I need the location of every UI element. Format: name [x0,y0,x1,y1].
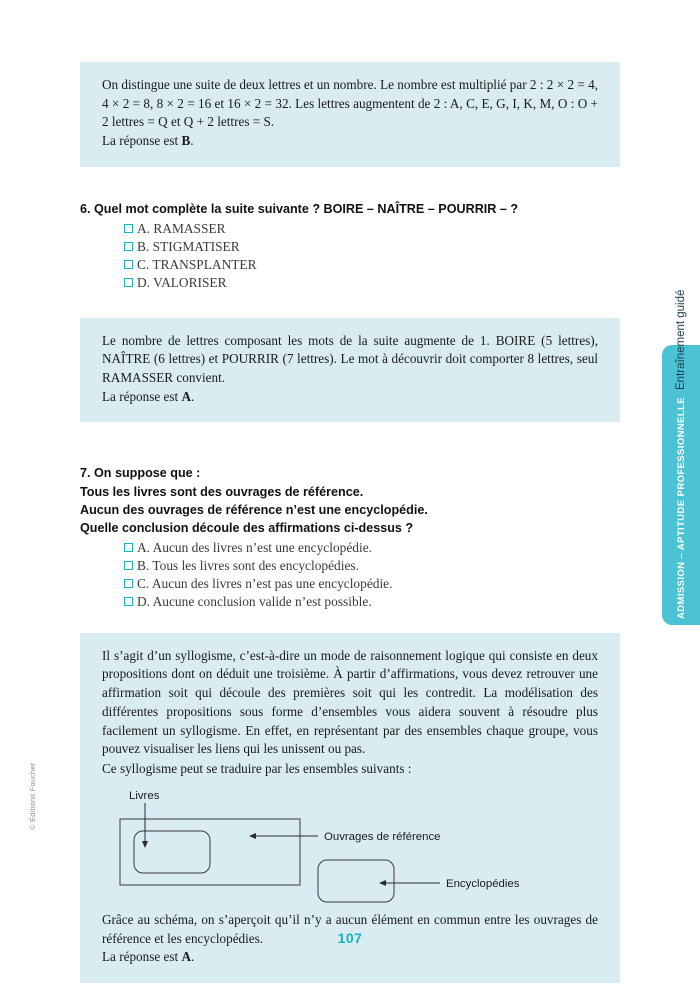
thumb-tab-inner [662,289,700,625]
option-label: D. Aucune conclusion valide n’est possible. [137,593,372,609]
answer-6-body: Le nombre de lettres composant les mots de la suite augmente de 1. BOIRE (5 lettres), NAÎTRE (6 lettres) et POURRIR (7 lettres). Le mot à découvrir doit comporter 8 lettres, seul RAMASSER convient. [102,332,598,385]
checkbox-icon[interactable] [124,260,133,269]
answer-7-conclusion-body: Grâce au schéma, on s’aperçoit qu’il n’y a aucun élément en commun entre les ouvrages de référence et les encyclopédies. [102,911,598,946]
answer-5-body: On distingue une suite de deux lettres et un nombre. Le nombre est multiplié par 2 : 2 × 2 = 4, 4 × 2 = 8, 8 × 2 = 16 et 16 × 2 = 32. Les lettres augmentent de 2 : A, C, E, G, I, K, M, O : O + 2 lettres = Q et Q + 2 lettres = S. [102,77,598,130]
option-label: A. RAMASSER [137,221,226,237]
checkbox-icon[interactable] [124,543,133,552]
question-7-block [80,464,620,610]
answer-5-prefix: La réponse est [102,133,182,149]
diagram-label-ouvrages: Ouvrages de référence [324,830,441,843]
answer-7-paragraph: Il s’agit d’un syllogisme, c’est-à-dire un mode de raisonnement logique qui consiste en deux propositions dont on déduit une troisième. À partir d’affirmations, vous devez retrouver une affirmation soit qui découle des premières soit qui les contredit. La modélisation des différentes propositions sous forme d’ensembles vous aidera souvent à résoudre plus facilement un syllogisme. En effet, en représentant par des ensembles chaque groupe, vous pouvez visualiser les liens qui les unissent ou pas. [102,647,598,757]
option-row[interactable] [124,539,620,557]
answer-6-letter: A [181,388,191,404]
section-thumb-tab [662,289,700,625]
question-7-title-line: Tous les livres sont des ouvrages de référence. [80,484,364,499]
page-number: 107 [337,930,363,946]
question-7-options [80,539,620,610]
option-row[interactable] [124,575,620,593]
option-row[interactable] [124,238,620,256]
answer-7-prefix: La réponse est [102,949,182,965]
checkbox-icon[interactable] [124,561,133,570]
option-label: D. VALORISER [137,274,227,290]
question-7-title-line: Aucun des ouvrages de référence n’est une encyclopédie. [80,502,428,517]
checkbox-icon[interactable] [124,579,133,588]
answer-box-question-5 [80,62,620,167]
option-row[interactable] [124,220,620,238]
checkbox-icon[interactable] [124,597,133,606]
question-7-title [80,464,620,537]
option-row[interactable] [124,274,620,292]
diagram-label-livres: Livres [129,789,160,802]
answer-7-diagram-intro: Ce syllogisme peut se traduire par les ensembles suivants : [102,761,412,777]
option-row[interactable] [124,256,620,274]
diagram-rect-encyclopedies [318,860,394,902]
option-label: C. Aucun des livres n’est pas une encyclopédie. [137,576,393,592]
answer-6-prefix: La réponse est [102,388,182,404]
copyright-notice: © Éditions Foucher [28,762,37,830]
option-row[interactable] [124,593,620,611]
set-diagram [102,783,598,907]
answer-6-period: . [191,388,195,404]
content-column [80,0,620,983]
answer-box-question-6 [80,318,620,423]
answer-6-conclusion [102,388,598,407]
thumb-tab-subtitle: Entraînement guidé [675,289,687,390]
question-7-title-line: 7. On suppose que : [80,466,201,481]
thumb-tab-category: ADMISSION – APTITUDE PROFESSIONNELLE [675,396,687,619]
option-label: B. Tous les livres sont des encyclopédies. [137,558,359,574]
checkbox-icon[interactable] [124,242,133,251]
answer-5-conclusion [102,132,598,151]
question-6-block [80,200,620,292]
answer-7-letter: A [181,949,191,965]
checkbox-icon[interactable] [124,278,133,287]
option-label: A. Aucun des livres n’est une encyclopédie. [137,540,373,556]
answer-5-letter: B [181,133,191,149]
question-7-title-line: Quelle conclusion découle des affirmations ci-dessus ? [80,521,414,536]
answer-7-period: . [191,949,195,965]
option-row[interactable] [124,557,620,575]
answer-5-period: . [190,133,194,149]
answer-7-conclusion [102,948,598,967]
diagram-label-encyclopedies: Encyclopédies [446,877,520,890]
question-6-title: 6. Quel mot complète la suite suivante ? BOIRE – NAÎTRE – POURRIR – ? [80,201,519,216]
option-label: B. STIGMATISER [137,239,240,255]
question-6-options [80,220,620,291]
option-label: C. TRANSPLANTER [137,256,257,272]
checkbox-icon[interactable] [124,224,133,233]
